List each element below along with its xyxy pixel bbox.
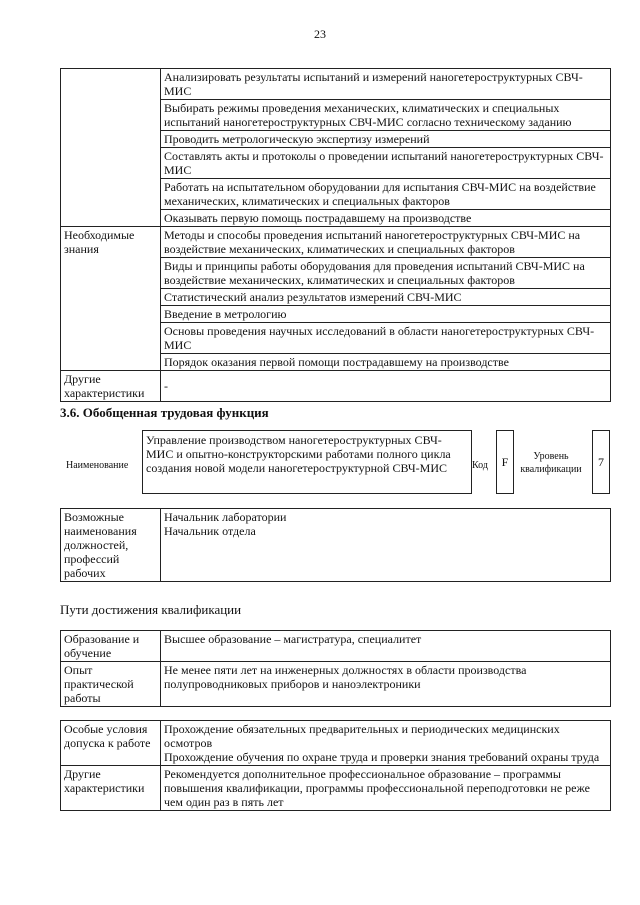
table-cell	[161, 721, 611, 766]
table-cell: Основы проведения научных исследований в области наногетероструктурных СВЧ-МИС	[161, 323, 611, 354]
table-label-cell: Особые условия допуска к работе	[61, 721, 161, 766]
table-cell: -	[161, 371, 611, 402]
page-number: 23	[314, 27, 326, 41]
level-value-box: 7	[592, 430, 610, 494]
table-label-cell: Образование и обучение	[61, 631, 161, 662]
qualification-paths-title: Пути достижения квалификации	[60, 602, 242, 617]
skills-knowledge-table	[60, 68, 611, 402]
list-item: Прохождение обязательных предварительных и периодических медицинских осмотров	[164, 722, 560, 750]
section-header: 3.6. Обобщенная трудовая функция	[60, 405, 269, 420]
table-cell: Не менее пяти лет на инженерных должностях в области производства полупроводниковых приборов и наноэлектроники	[161, 662, 611, 707]
table-cell: Составлять акты и протоколы о проведении испытаний наногетероструктурных СВЧ-МИС	[161, 148, 611, 179]
table-cell: Порядок оказания первой помощи пострадавшему на производстве	[161, 354, 611, 371]
table-cell: Виды и принципы работы оборудования для проведения испытаний СВЧ-МИС на воздействие механических, климатических и специальных факторов	[161, 258, 611, 289]
list-item: Начальник отдела	[164, 524, 256, 538]
table-cell: Методы и способы проведения испытаний наногетероструктурных СВЧ-МИС на воздействие механических, климатических и специальных факторов	[161, 227, 611, 258]
table-cell: Выбирать режимы проведения механических, климатических и специальных испытаний наногетероструктурных СВЧ-МИС согласно техническому заданию	[161, 100, 611, 131]
positions-table	[60, 508, 611, 582]
table-label-cell: Возможные наименования должностей, профессий рабочих	[61, 509, 161, 582]
table-label-cell: Другие характеристики	[61, 766, 161, 811]
function-name-block	[60, 430, 611, 492]
name-value-box: Управление производством наногетероструктурных СВЧ-МИС и опытно-конструкторскими работами полного цикла создания новой модели наногетероструктурной СВЧ-МИС	[142, 430, 472, 494]
education-table	[60, 630, 611, 707]
list-item: Начальник лаборатории	[164, 510, 287, 524]
table-label-cell: Другие характеристики	[61, 371, 161, 402]
name-label: Наименование	[66, 460, 129, 471]
table-cell: Высшее образование – магистратура, специалитет	[161, 631, 611, 662]
level-label: Уровень квалификации	[520, 451, 582, 475]
table-cell: Введение в метрологию	[161, 306, 611, 323]
table-cell: Работать на испытательном оборудовании для испытания СВЧ-МИС на воздействие механических, климатических и специальных факторов	[161, 179, 611, 210]
table-cell: Оказывать первую помощь пострадавшему на производстве	[161, 210, 611, 227]
table-cell: Рекомендуется дополнительное профессиональное образование – программы повышения квалификации, программы профессиональной переподготовки не реже чем один раз в пять лет	[161, 766, 611, 811]
conditions-table	[60, 720, 611, 811]
list-item: Прохождение обучения по охране труда и проверки знания требований охраны труда	[164, 750, 600, 764]
table-label-cell	[61, 69, 161, 227]
table-cell: Статистический анализ результатов измерений СВЧ-МИС	[161, 289, 611, 306]
table-cell	[161, 509, 611, 582]
table-label-cell: Опыт практической работы	[61, 662, 161, 707]
table-cell: Проводить метрологическую экспертизу измерений	[161, 131, 611, 148]
code-value-box: F	[496, 430, 514, 494]
table-cell: Анализировать результаты испытаний и измерений наногетероструктурных СВЧ-МИС	[161, 69, 611, 100]
code-label: Код	[472, 460, 488, 471]
table-label-cell: Необходимые знания	[61, 227, 161, 371]
